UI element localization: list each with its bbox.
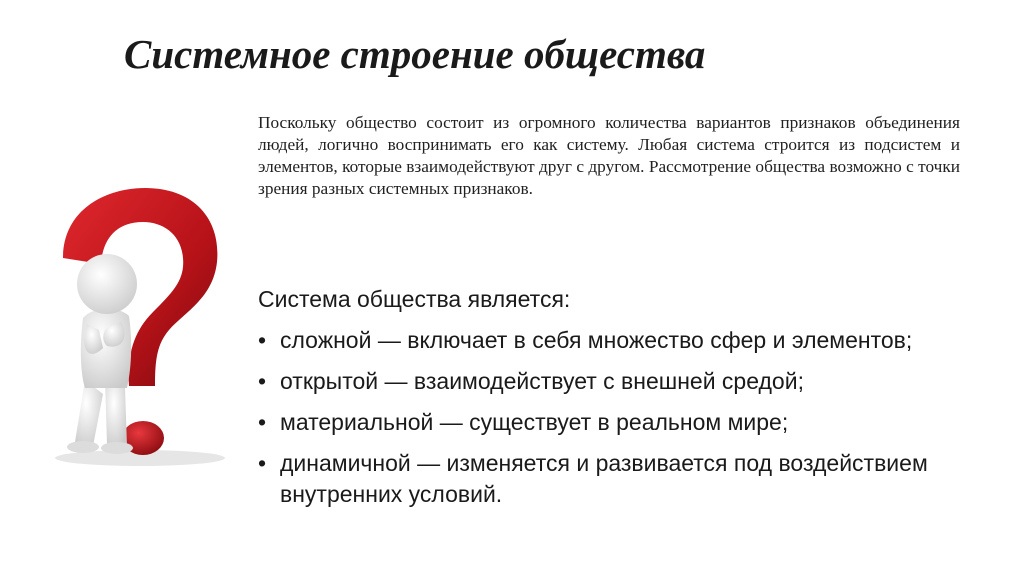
- list-item-text: открытой — взаимодействует с внешней средой;: [280, 368, 804, 394]
- list-item: [258, 448, 958, 510]
- list-item-text: динамичной — изменяется и развивается под воздействием внутренних условий.: [280, 450, 928, 507]
- intro-paragraph: Поскольку общество состоит из огромного количества вариантов признаков объединения людей, логично воспринимать его как систему. Любая система строится из подсистем и элементов, которые взаимодействуют друг с другом. Рассмотрение общества возможно с точки зрения разных системных признаков.: [258, 113, 960, 198]
- bullet-icon: •: [258, 368, 267, 394]
- list-item: [258, 366, 958, 397]
- question-mark-person-icon: [45, 180, 235, 470]
- list-item-text: материальной — существует в реальном мире;: [280, 409, 789, 435]
- list-item: [258, 325, 958, 356]
- feature-list: [258, 325, 958, 520]
- bullet-icon: •: [258, 327, 267, 353]
- bullet-icon: •: [258, 409, 267, 435]
- list-item-text: сложной — включает в себя множество сфер и элементов;: [280, 327, 913, 353]
- list-item: [258, 407, 958, 438]
- bullet-icon: •: [258, 450, 267, 476]
- slide-title: Системное строение общества: [124, 31, 706, 77]
- list-lead: Система общества является:: [258, 286, 571, 312]
